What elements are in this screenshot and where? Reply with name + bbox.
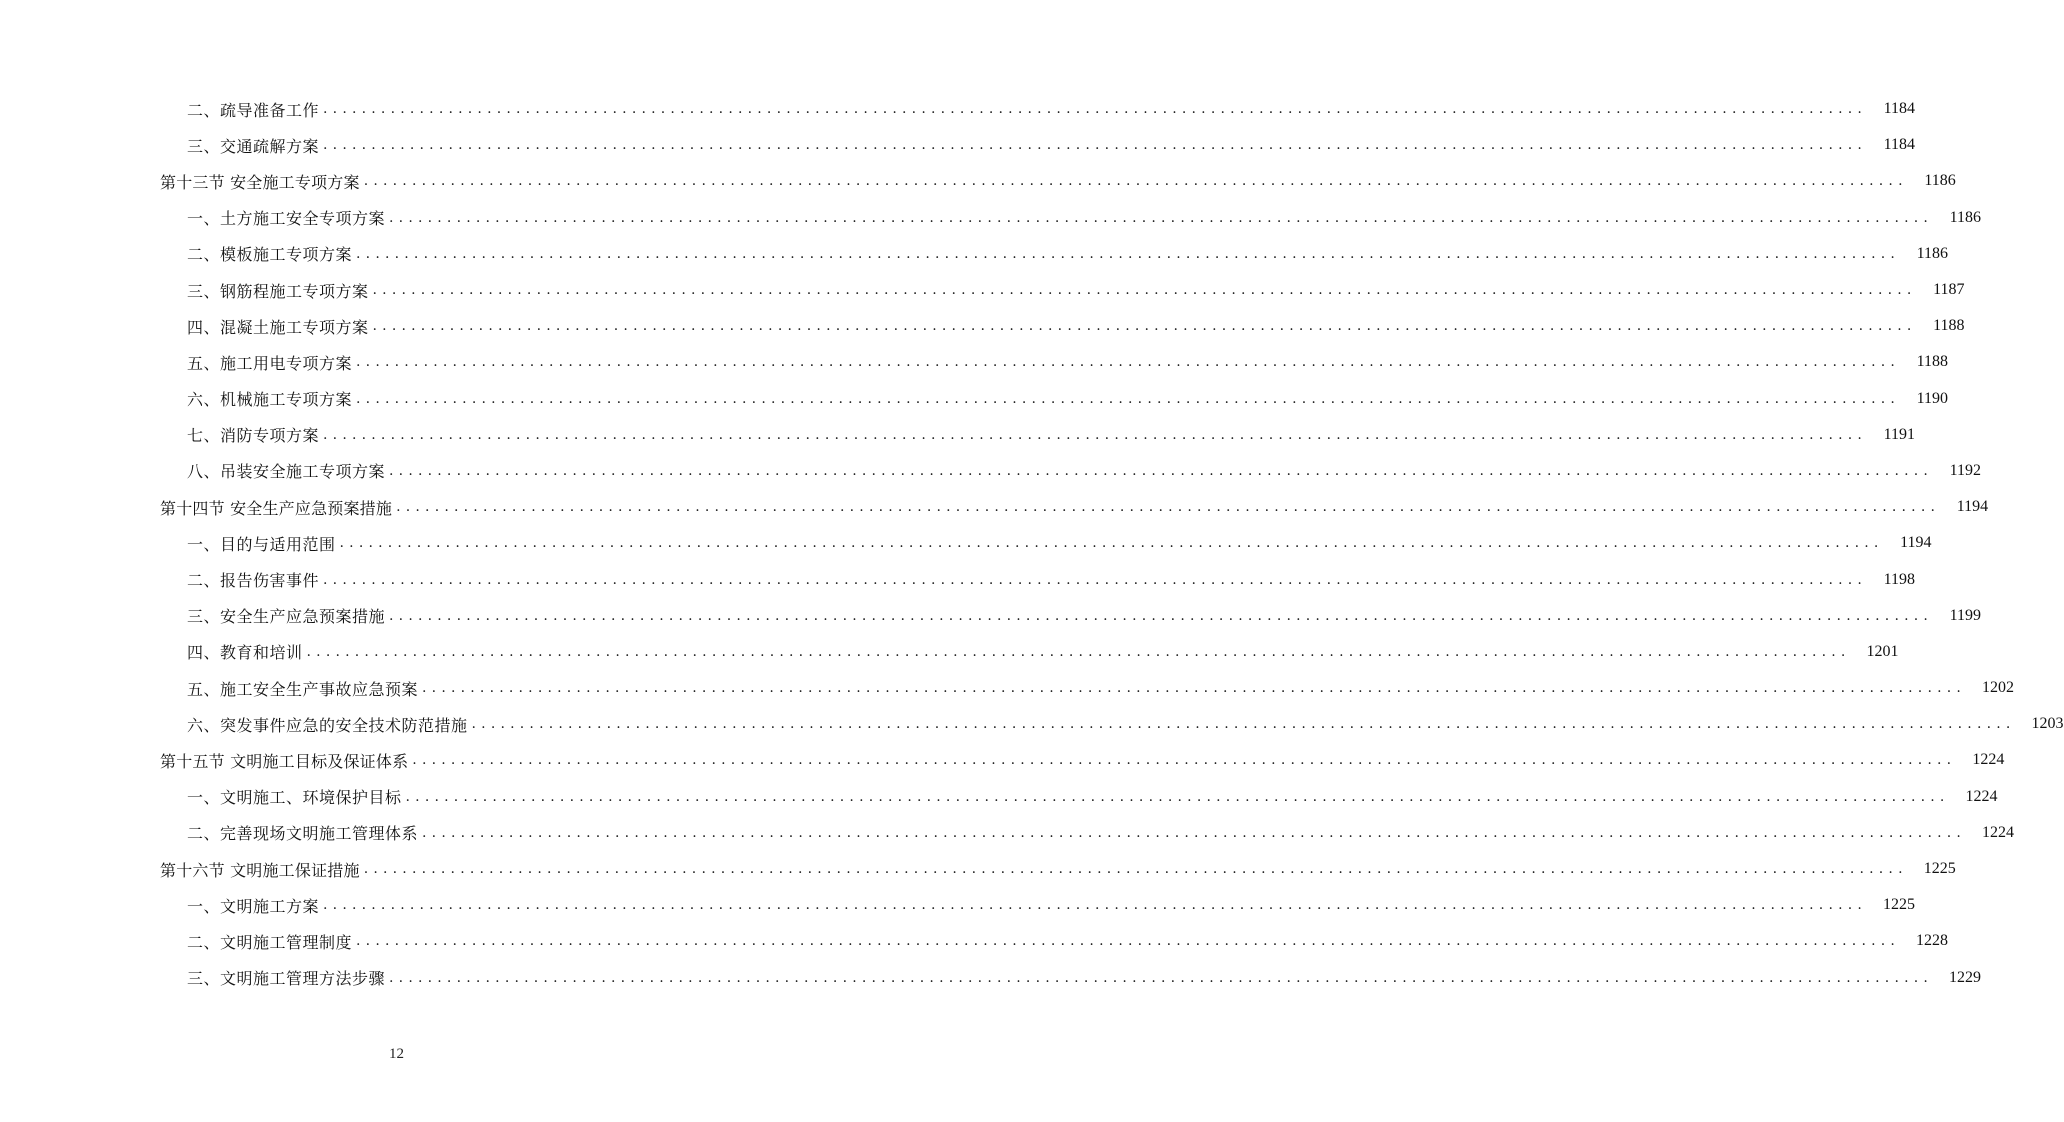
toc-section-entry[interactable] bbox=[0, 489, 1989, 525]
toc-entry-page-number: 1186 bbox=[1949, 208, 1982, 226]
toc-entry-title: 三、交通疏解方案 bbox=[187, 136, 320, 156]
toc-subsection-entry[interactable] bbox=[0, 525, 1932, 561]
toc-entry-title: 四、混凝土施工专项方案 bbox=[187, 317, 369, 337]
toc-entry-title: 一、文明施工方案 bbox=[187, 896, 320, 916]
toc-entry-page-number: 1188 bbox=[1933, 317, 1965, 335]
toc-dot-leader: ................................................................................................................................................................ bbox=[405, 788, 1950, 805]
toc-entry-title: 二、完善现场文明施工管理体系 bbox=[187, 824, 419, 844]
toc-entry-title: 五、施工安全生产事故应急预案 bbox=[187, 679, 419, 699]
toc-dot-leader: ................................................................................................................................................................ bbox=[389, 462, 1934, 479]
toc-entry-title: 四、教育和培训 bbox=[187, 643, 303, 663]
toc-entry-page-number: 1187 bbox=[1933, 281, 1965, 299]
toc-entry-title: 第十三节 安全施工专项方案 bbox=[160, 172, 360, 192]
toc-entry-page-number: 1191 bbox=[1883, 425, 1916, 443]
toc-dot-leader: ................................................................................................................................................................ bbox=[422, 680, 1967, 697]
toc-section-entry[interactable] bbox=[0, 742, 2005, 778]
toc-entry-page-number: 1225 bbox=[1923, 860, 1956, 878]
toc-entry-page-number: 1188 bbox=[1916, 353, 1949, 371]
toc-dot-leader: ................................................................................................................................................................ bbox=[339, 535, 1884, 552]
toc-dot-leader: ................................................................................................................................................................ bbox=[323, 426, 1868, 443]
toc-entry-page-number: 1229 bbox=[1949, 968, 1982, 986]
toc-dot-leader: ................................................................................................................................................................ bbox=[372, 318, 1917, 335]
toc-entry-page-number: 1201 bbox=[1866, 642, 1899, 660]
toc-entry-title: 三、安全生产应急预案措施 bbox=[187, 607, 386, 627]
toc-dot-leader: ................................................................................................................................................................ bbox=[422, 824, 1967, 841]
toc-entry-page-number: 1184 bbox=[1883, 136, 1916, 154]
toc-entry-page-number: 1203 bbox=[2031, 715, 2064, 733]
toc-entry-title: 二、报告伤害事件 bbox=[187, 571, 320, 591]
toc-entry-title: 二、文明施工管理制度 bbox=[187, 932, 353, 952]
toc-entry-title: 二、疏导准备工作 bbox=[187, 100, 320, 120]
toc-dot-leader: ................................................................................................................................................................ bbox=[412, 752, 1957, 769]
toc-subsection-entry[interactable] bbox=[0, 670, 2015, 706]
toc-subsection-entry[interactable] bbox=[0, 236, 1949, 272]
toc-dot-leader: ................................................................................................................................................................ bbox=[396, 499, 1941, 516]
toc-entry-page-number: 1198 bbox=[1883, 570, 1916, 588]
toc-dot-leader: ................................................................................................................................................................ bbox=[372, 282, 1917, 299]
toc-subsection-entry[interactable] bbox=[0, 344, 1949, 380]
toc-section-entry[interactable] bbox=[0, 851, 1956, 887]
toc-entry-title: 一、土方施工安全专项方案 bbox=[187, 209, 386, 229]
toc-entry-page-number: 1224 bbox=[1965, 787, 1998, 805]
toc-subsection-entry[interactable] bbox=[0, 923, 1949, 959]
toc-subsection-entry[interactable] bbox=[0, 417, 1916, 453]
toc-entry-page-number: 1228 bbox=[1916, 932, 1949, 950]
toc-entry-title: 五、施工用电专项方案 bbox=[187, 353, 353, 373]
toc-entry-page-number: 1225 bbox=[1883, 896, 1916, 914]
toc-section-entry[interactable] bbox=[0, 163, 1956, 199]
toc-subsection-entry[interactable] bbox=[0, 561, 1916, 597]
toc-subsection-entry[interactable] bbox=[0, 706, 2064, 742]
toc-dot-leader: ................................................................................................................................................................ bbox=[356, 245, 1901, 262]
toc-dot-leader: ................................................................................................................................................................ bbox=[323, 101, 1868, 118]
toc-entry-page-number: 1186 bbox=[1924, 172, 1956, 190]
toc-dot-leader: ................................................................................................................................................................ bbox=[306, 643, 1851, 660]
toc-entry-page-number: 1194 bbox=[1956, 498, 1989, 516]
toc-entry-title: 七、消防专项方案 bbox=[187, 426, 320, 446]
toc-dot-leader: ................................................................................................................................................................ bbox=[389, 209, 1934, 226]
toc-dot-leader: ................................................................................................................................................................ bbox=[323, 137, 1868, 154]
table-of-contents bbox=[0, 91, 2064, 996]
toc-subsection-entry[interactable] bbox=[0, 127, 1916, 163]
toc-dot-leader: ................................................................................................................................................................ bbox=[323, 897, 1868, 914]
toc-entry-page-number: 1186 bbox=[1916, 244, 1949, 262]
toc-entry-title: 六、突发事件应急的安全技术防范措施 bbox=[187, 715, 468, 735]
toc-subsection-entry[interactable] bbox=[0, 308, 1965, 344]
toc-subsection-entry[interactable] bbox=[0, 815, 2015, 851]
toc-entry-title: 二、模板施工专项方案 bbox=[187, 245, 353, 265]
toc-subsection-entry[interactable] bbox=[0, 381, 1949, 417]
toc-subsection-entry[interactable] bbox=[0, 887, 1916, 923]
toc-entry-title: 三、文明施工管理方法步骤 bbox=[187, 969, 386, 989]
toc-entry-title: 一、目的与适用范围 bbox=[187, 534, 336, 554]
toc-subsection-entry[interactable] bbox=[0, 272, 1965, 308]
toc-dot-leader: ................................................................................................................................................................ bbox=[471, 716, 2016, 733]
toc-entry-page-number: 1194 bbox=[1900, 534, 1932, 552]
toc-entry-title: 六、机械施工专项方案 bbox=[187, 390, 353, 410]
toc-dot-leader: ................................................................................................................................................................ bbox=[323, 571, 1868, 588]
toc-entry-page-number: 1184 bbox=[1883, 100, 1916, 118]
toc-entry-title: 三、钢筋程施工专项方案 bbox=[187, 281, 369, 301]
toc-subsection-entry[interactable] bbox=[0, 200, 1982, 236]
toc-subsection-entry[interactable] bbox=[0, 779, 1998, 815]
toc-entry-page-number: 1190 bbox=[1916, 389, 1949, 407]
toc-entry-page-number: 1202 bbox=[1982, 679, 2015, 697]
toc-entry-title: 第十五节 文明施工目标及保证体系 bbox=[160, 751, 409, 771]
toc-dot-leader: ................................................................................................................................................................ bbox=[356, 354, 1901, 371]
toc-entry-title: 第十四节 安全生产应急预案措施 bbox=[160, 498, 393, 518]
toc-dot-leader: ................................................................................................................................................................ bbox=[389, 607, 1934, 624]
toc-dot-leader: ................................................................................................................................................................ bbox=[389, 969, 1934, 986]
toc-entry-title: 八、吊装安全施工专项方案 bbox=[187, 462, 386, 482]
toc-subsection-entry[interactable] bbox=[0, 453, 1982, 489]
toc-entry-page-number: 1224 bbox=[1982, 823, 2015, 841]
toc-dot-leader: ................................................................................................................................................................ bbox=[363, 173, 1908, 190]
page-number: 12 bbox=[389, 1046, 404, 1062]
toc-dot-leader: ................................................................................................................................................................ bbox=[356, 390, 1901, 407]
toc-subsection-entry[interactable] bbox=[0, 634, 1899, 670]
toc-entry-page-number: 1199 bbox=[1949, 606, 1982, 624]
toc-entry-page-number: 1224 bbox=[1972, 751, 2005, 769]
toc-dot-leader: ................................................................................................................................................................ bbox=[363, 861, 1908, 878]
toc-subsection-entry[interactable] bbox=[0, 598, 1982, 634]
toc-dot-leader: ................................................................................................................................................................ bbox=[356, 933, 1901, 950]
toc-entry-page-number: 1192 bbox=[1949, 461, 1982, 479]
toc-entry-title: 一、文明施工、环境保护目标 bbox=[187, 788, 402, 808]
toc-entry-title: 第十六节 文明施工保证措施 bbox=[160, 860, 360, 880]
toc-subsection-entry[interactable] bbox=[0, 91, 1916, 127]
toc-subsection-entry[interactable] bbox=[0, 960, 1982, 996]
